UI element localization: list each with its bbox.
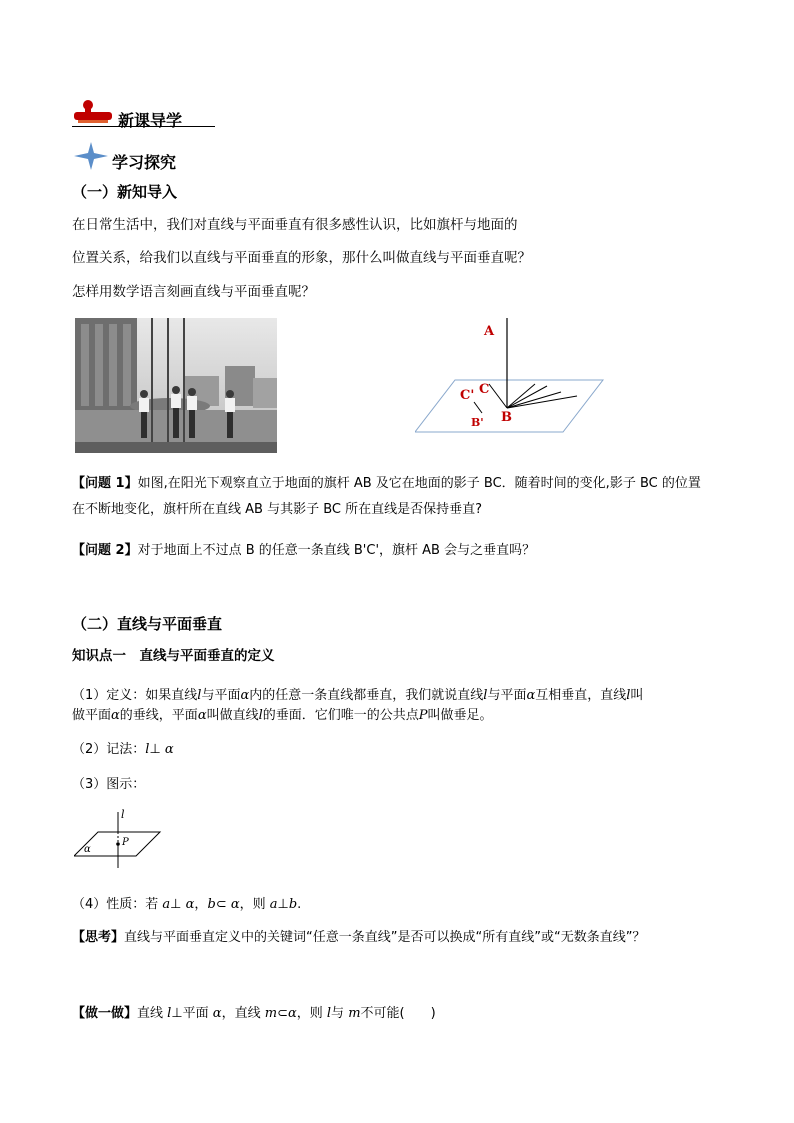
def-text-5: 互相垂直，直线 (535, 688, 627, 703)
four-point-star-icon (74, 142, 108, 170)
try-exercise (72, 1004, 436, 1024)
property-line (72, 895, 301, 915)
question-1-line-1 (72, 474, 701, 494)
subset-symbol: ⊂ (215, 897, 227, 912)
var-l: l (145, 742, 150, 757)
prop-text-4: . (297, 897, 302, 912)
var-l: l (258, 708, 263, 723)
label-C-prime: C' (460, 388, 475, 403)
prop-text-2: ， (194, 897, 208, 912)
prop-text-1: （4）性质：若 (72, 897, 163, 912)
var-alpha: α (212, 1006, 222, 1021)
label-B: B (501, 410, 512, 425)
def-text-3: 内的任意一条直线都垂直，我们就说直线 (249, 688, 484, 703)
label-C: C (479, 382, 490, 397)
subsection-title-intro: （一）新知导入 (72, 183, 178, 201)
question-1-text: 如图,在阳光下观察直立于地面的旗杆 AB 及它在地面的影子 BC．随着时间的变化,影子 BC 的位置 (137, 476, 701, 491)
var-m: m (348, 1006, 361, 1021)
think-tag: 【思考】 (72, 930, 125, 945)
var-alpha: α (287, 1006, 297, 1021)
def-text-9: 叫做直线 (206, 708, 259, 723)
knowledge-point-1: 知识点一 直线与平面垂直的定义 (72, 648, 275, 664)
perp-symbol: ⊥ (149, 742, 161, 757)
def-text-10: 的垂面．它们唯一的公共点 (262, 708, 419, 723)
intro-line-2: 位置关系，给我们以直线与平面垂直的形象，那什么叫做直线与平面垂直呢？ (72, 250, 531, 266)
var-b: b (288, 897, 298, 912)
flag-raising-photo (75, 318, 277, 453)
var-b: b (207, 897, 216, 912)
try-text-2: ⊥平面 (171, 1006, 213, 1021)
var-l: l (167, 1006, 172, 1021)
var-m: m (264, 1006, 278, 1021)
title-underline (72, 126, 215, 127)
question-2 (72, 541, 535, 561)
question-1-line-2: 在不断地变化，旗杆所在直线 AB 与其影子 BC 所在直线是否保持垂直? (72, 502, 483, 517)
definition-line-2 (72, 706, 493, 726)
def-text-11: 叫做垂足。 (427, 708, 493, 723)
subsection-title-perpendicular: （二）直线与平面垂直 (72, 615, 223, 633)
label-A: A (484, 324, 495, 339)
var-alpha: α (111, 708, 120, 723)
think-question (72, 928, 645, 948)
intro-line-3: 怎样用数学语言刻画直线与平面垂直呢？ (72, 284, 315, 300)
question-2-text: 对于地面上不过点 B 的任意一条直线 B'C'，旗杆 AB 会与之垂直吗？ (137, 543, 536, 558)
header-logo-icon (72, 98, 114, 126)
fig2-label-l: l (121, 808, 125, 821)
flagpole-shadow-diagram (415, 312, 605, 437)
figure-label: （3）图示： (72, 777, 146, 792)
var-alpha: α (526, 688, 536, 703)
think-text: 直线与平面垂直定义中的关键词“任意一条直线”是否可以换成“所有直线”或“无数条直线”？ (124, 930, 646, 945)
def-text-2: 与平面 (201, 688, 241, 703)
var-P: P (418, 708, 428, 723)
label-B-prime: B' (471, 416, 484, 429)
page-title: 新课导学 (118, 111, 183, 130)
notation-line (72, 740, 174, 760)
perp-symbol: ⊥ (170, 897, 182, 912)
perpendicular-line-plane-diagram (74, 808, 164, 870)
var-l: l (626, 688, 631, 703)
var-a: a (162, 897, 171, 912)
var-alpha: α (197, 708, 207, 723)
var-l: l (197, 688, 202, 703)
question-2-tag: 【问题 2】 (72, 543, 138, 558)
perp-symbol: ⊥ (277, 897, 289, 912)
def-text-6: 叫 (630, 688, 644, 703)
try-text-5: 与 (331, 1006, 349, 1021)
def-text-4: 与平面 (487, 688, 527, 703)
def-text-8: 的垂线，平面 (119, 708, 198, 723)
try-text-1: 直线 (137, 1006, 168, 1021)
try-text-6: 不可能( ) (360, 1006, 436, 1021)
fig2-label-P: P (122, 837, 129, 848)
var-alpha: α (230, 897, 240, 912)
header-logo-text (72, 98, 74, 99)
def-text-7: 做平面 (72, 708, 112, 723)
def-text-1: （1）定义：如果直线 (72, 688, 198, 703)
try-text-3: ，直线 (221, 1006, 265, 1021)
subset-symbol: ⊂ (277, 1006, 288, 1021)
notation-label: （2）记法： (72, 742, 146, 757)
fig2-label-alpha: α (84, 844, 91, 855)
try-tag: 【做一做】 (72, 1006, 138, 1021)
section-title-study: 学习探究 (112, 153, 177, 172)
var-alpha: α (240, 688, 250, 703)
intro-line-1: 在日常生活中，我们对直线与平面垂直有很多感性认识，比如旗杆与地面的 (72, 217, 518, 233)
try-text-4: ，则 (296, 1006, 327, 1021)
prop-text-3: ，则 (239, 897, 270, 912)
var-a: a (269, 897, 278, 912)
var-l: l (326, 1006, 332, 1021)
var-alpha: α (164, 742, 174, 757)
question-1-tag: 【问题 1】 (72, 476, 138, 491)
var-l: l (483, 688, 488, 703)
var-alpha: α (185, 897, 195, 912)
definition-line-1 (72, 686, 643, 706)
